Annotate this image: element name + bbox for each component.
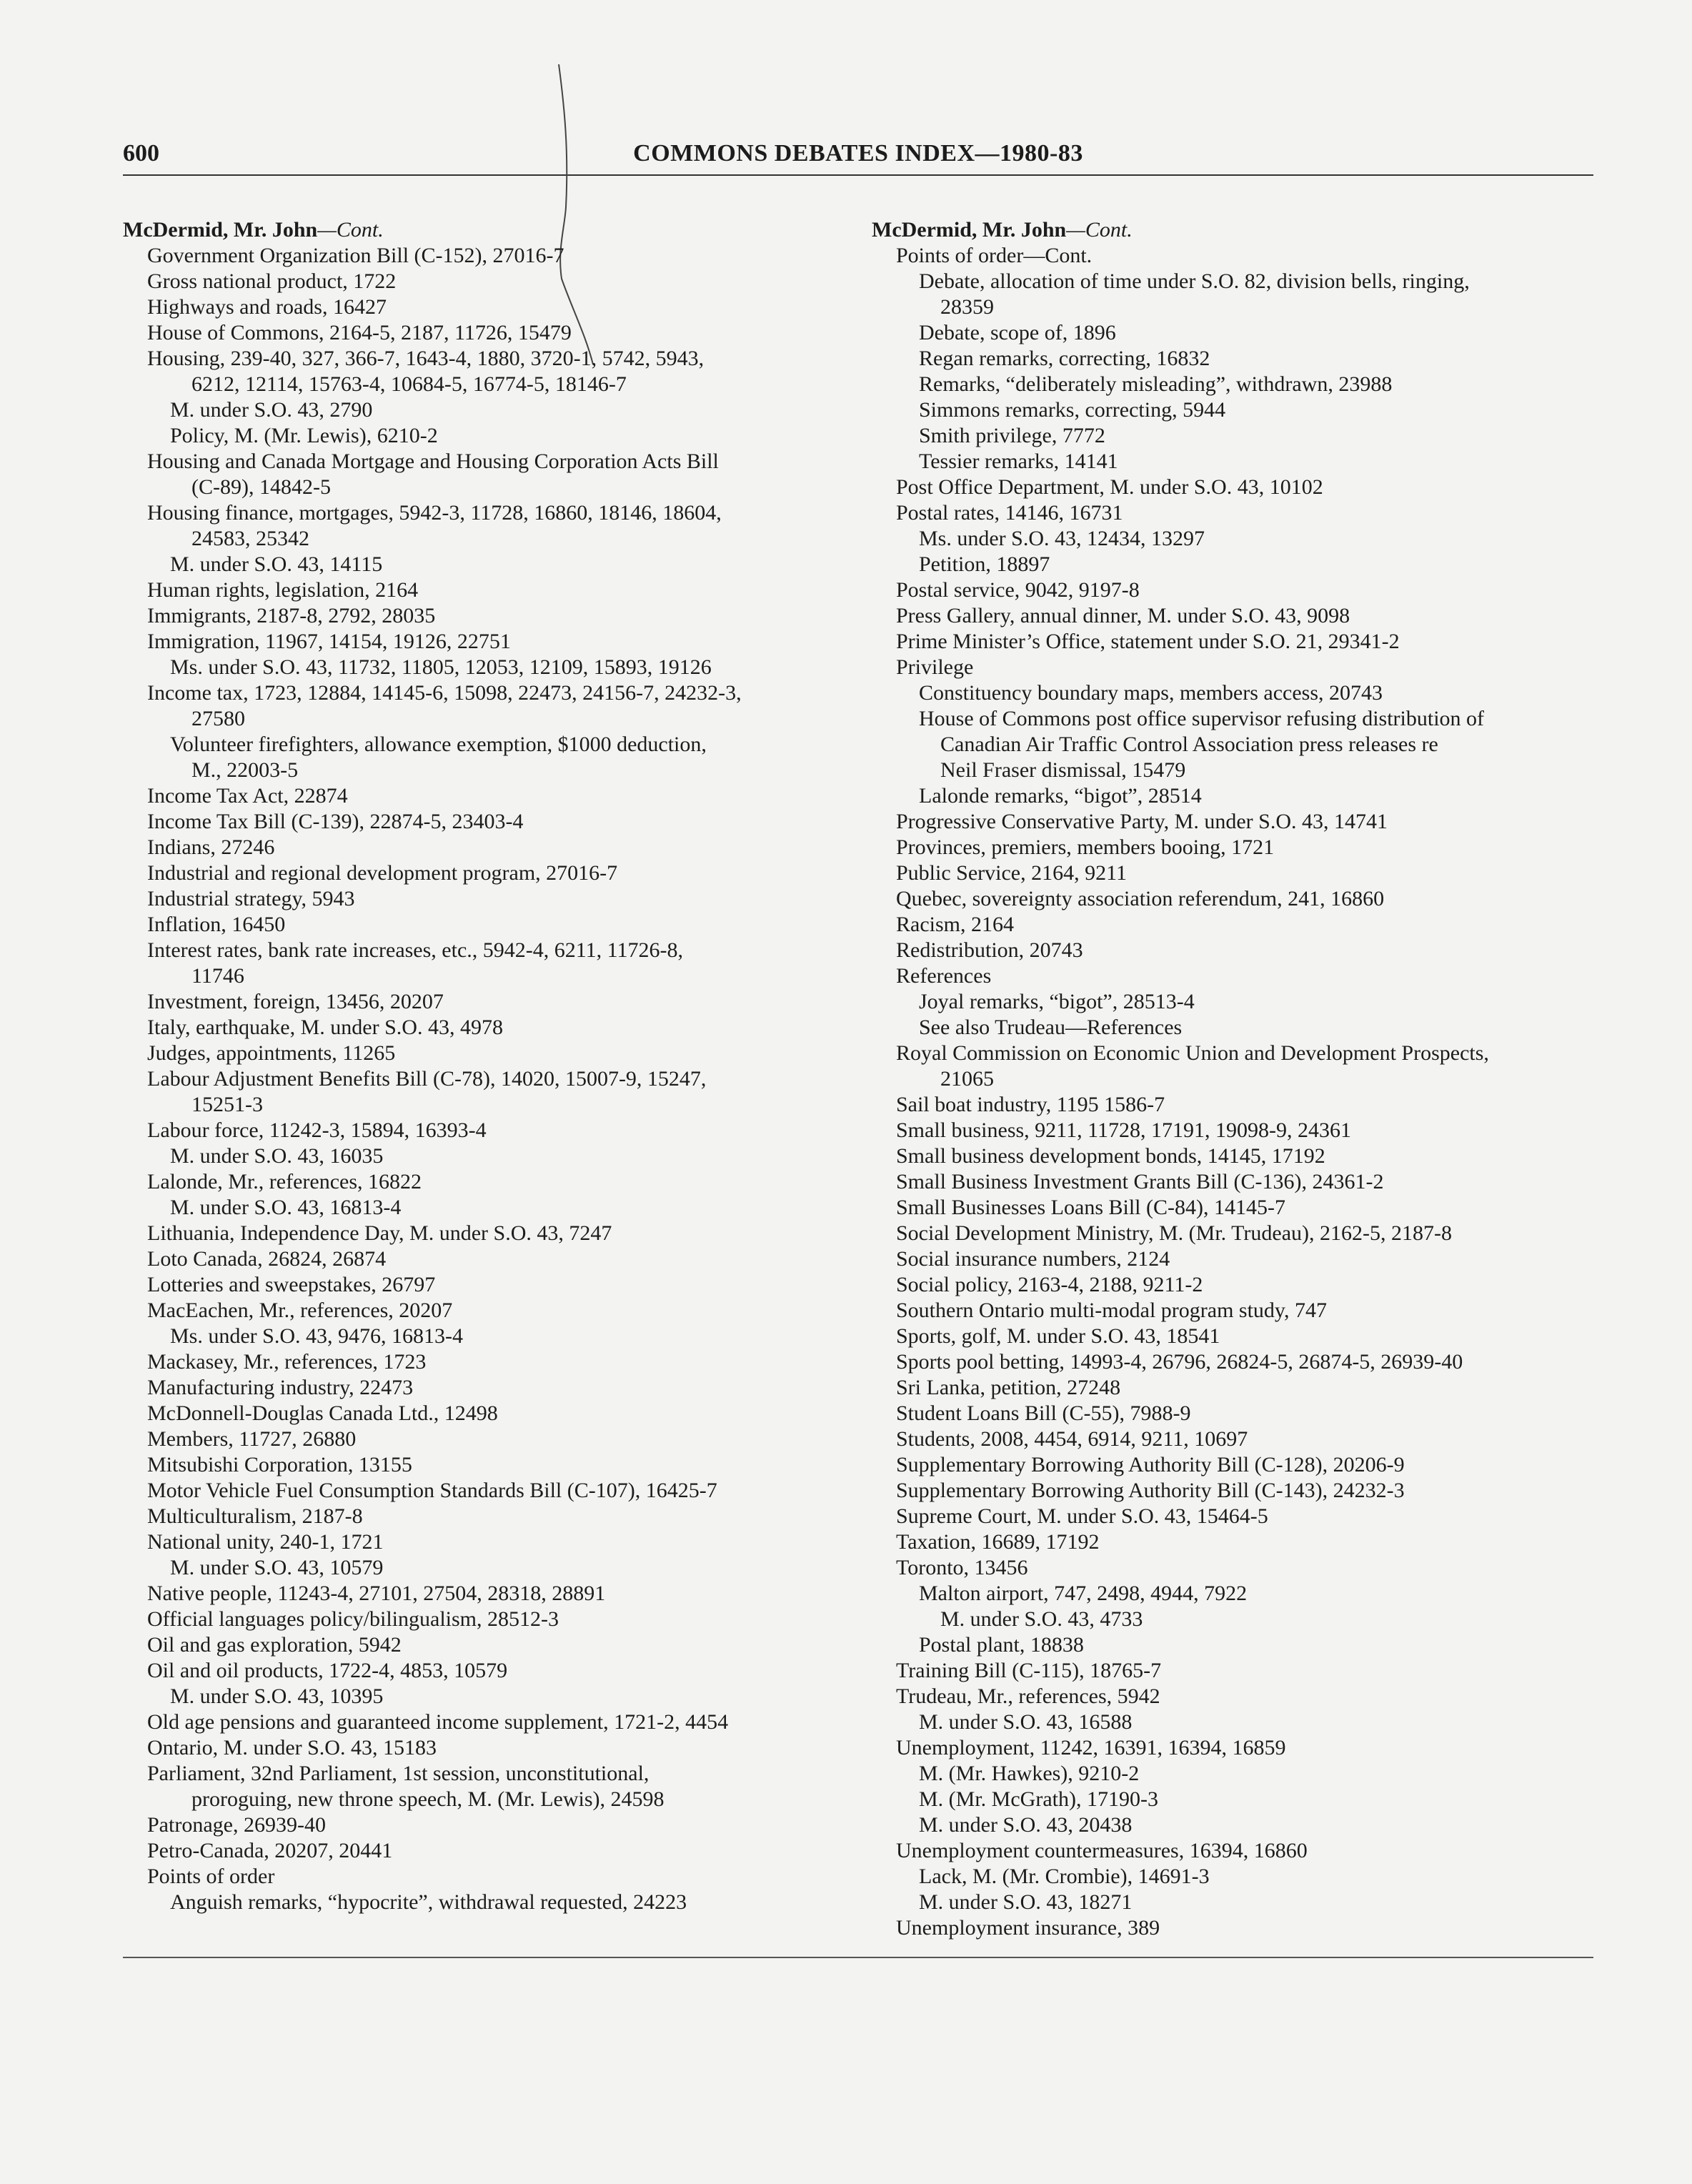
index-entry: Post Office Department, M. under S.O. 43, 10102 [896,475,1323,499]
index-entry: Interest rates, bank rate increases, etc., 5942-4, 6211, 11726-8, [147,938,684,962]
index-entry: Privilege [896,655,974,679]
index-entry: References [896,964,992,988]
index-entry: Income Tax Bill (C-139), 22874-5, 23403-4 [147,810,524,833]
index-entry: Points of order [147,1865,275,1888]
index-entry: Remarks, “deliberately misleading”, withdrawn, 23988 [919,372,1393,396]
heading-name: McDermid, Mr. John [123,218,318,242]
index-entry: Racism, 2164 [896,913,1014,936]
index-entry: Immigration, 11967, 14154, 19126, 22751 [147,630,511,653]
index-entry: Anguish remarks, “hypocrite”, withdrawal requested, 24223 [170,1890,687,1914]
index-entry: proroguing, new throne speech, M. (Mr. Lewis), 24598 [191,1787,665,1811]
index-entry: MacEachen, Mr., references, 20207 [147,1299,453,1322]
index-entry: Multiculturalism, 2187-8 [147,1504,363,1528]
index-entry: Postal plant, 18838 [919,1633,1084,1657]
index-entry: Debate, allocation of time under S.O. 82, division bells, ringing, [919,269,1470,293]
index-entry: Immigrants, 2187-8, 2792, 28035 [147,604,436,627]
index-entry: Progressive Conservative Party, M. under S.O. 43, 14741 [896,810,1388,833]
index-entry: 11746 [191,964,244,988]
page-number: 600 [123,140,159,167]
index-entry: Training Bill (C-115), 18765-7 [896,1659,1162,1682]
index-entry: M. under S.O. 43, 4733 [940,1607,1143,1631]
index-entry: Petition, 18897 [919,552,1050,576]
index-entry: Official languages policy/bilingualism, 28512-3 [147,1607,559,1631]
index-entry: Housing finance, mortgages, 5942-3, 11728, 16860, 18146, 18604, [147,501,722,525]
index-entry: Postal rates, 14146, 16731 [896,501,1123,525]
page-title: COMMONS DEBATES INDEX—1980-83 [633,140,1083,167]
index-entry: Small business, 9211, 11728, 17191, 19098-9, 24361 [896,1118,1351,1142]
index-entry: Lalonde, Mr., references, 16822 [147,1170,422,1193]
index-entry: Southern Ontario multi-modal program study, 747 [896,1299,1327,1322]
index-entry: House of Commons, 2164-5, 2187, 11726, 15479 [147,321,572,344]
index-entry: Smith privilege, 7772 [919,424,1105,447]
index-entry: Oil and gas exploration, 5942 [147,1633,402,1657]
index-entry: Trudeau, Mr., references, 5942 [896,1684,1160,1708]
index-entry: 28359 [940,295,994,319]
heading-name: McDermid, Mr. John [872,218,1067,242]
index-entry: Housing and Canada Mortgage and Housing Corporation Acts Bill [147,450,719,473]
index-entry: Quebec, sovereignty association referendum, 241, 16860 [896,887,1385,910]
index-entry: Simmons remarks, correcting, 5944 [919,398,1226,422]
index-entry: 21065 [940,1067,994,1091]
index-entry: Oil and oil products, 1722-4, 4853, 10579 [147,1659,508,1682]
index-entry: Ontario, M. under S.O. 43, 15183 [147,1736,437,1759]
index-entry: Investment, foreign, 13456, 20207 [147,990,444,1013]
left-column [123,217,837,1915]
index-entry: Sail boat industry, 1195 1586-7 [896,1093,1165,1116]
index-entry: Redistribution, 20743 [896,938,1083,962]
index-entry: M. under S.O. 43, 16035 [170,1144,384,1168]
index-entry: Students, 2008, 4454, 6914, 9211, 10697 [896,1427,1248,1451]
index-entry: Ms. under S.O. 43, 9476, 16813-4 [170,1324,463,1348]
index-entry: Taxation, 16689, 17192 [896,1530,1100,1554]
index-entry: Gross national product, 1722 [147,269,397,293]
index-entry: Sports, golf, M. under S.O. 43, 18541 [896,1324,1220,1348]
index-entry: M. under S.O. 43, 10579 [170,1556,384,1579]
index-entry: Unemployment insurance, 389 [896,1916,1160,1940]
index-entry: 27580 [191,707,245,730]
index-entry: Labour Adjustment Benefits Bill (C-78), 14020, 15007-9, 15247, [147,1067,707,1091]
index-entry: 24583, 25342 [191,527,309,550]
footer-rule [123,1957,1593,1958]
index-entry: 6212, 12114, 15763-4, 10684-5, 16774-5, 18146-7 [191,372,627,396]
index-entry: See also Trudeau—References [919,1016,1183,1039]
index-entry: Ms. under S.O. 43, 12434, 13297 [919,527,1205,550]
index-entry: Mackasey, Mr., references, 1723 [147,1350,427,1374]
index-entry: Ms. under S.O. 43, 11732, 11805, 12053, 12109, 15893, 19126 [170,655,712,679]
index-entry: Malton airport, 747, 2498, 4944, 7922 [919,1582,1248,1605]
index-entry: Inflation, 16450 [147,913,286,936]
index-entry: Social insurance numbers, 2124 [896,1247,1170,1271]
header-rule [123,174,1593,176]
index-entry: Public Service, 2164, 9211 [896,861,1128,885]
index-entry: Industrial strategy, 5943 [147,887,355,910]
index-entry: Student Loans Bill (C-55), 7988-9 [896,1401,1191,1425]
index-entry: Social policy, 2163-4, 2188, 9211-2 [896,1273,1203,1296]
index-entry: Motor Vehicle Fuel Consumption Standards Bill (C-107), 16425-7 [147,1479,717,1502]
index-entry: Canadian Air Traffic Control Association press releases re [940,733,1438,756]
index-entry: Supreme Court, M. under S.O. 43, 15464-5 [896,1504,1268,1528]
index-entry: M. under S.O. 43, 18271 [919,1890,1133,1914]
index-entry: Loto Canada, 26824, 26874 [147,1247,387,1271]
index-entry: Income Tax Act, 22874 [147,784,348,808]
index-entry: Provinces, premiers, members booing, 1721 [896,835,1275,859]
index-entry: Sports pool betting, 14993-4, 26796, 26824-5, 26874-5, 26939-40 [896,1350,1463,1374]
page-header [123,140,1593,176]
index-entry: Policy, M. (Mr. Lewis), 6210-2 [170,424,438,447]
index-entry: Joyal remarks, “bigot”, 28513-4 [919,990,1195,1013]
index-entry: Small Businesses Loans Bill (C-84), 14145-7 [896,1196,1285,1219]
index-entry: Constituency boundary maps, members access, 20743 [919,681,1383,705]
index-entry: Indians, 27246 [147,835,275,859]
index-entry: Prime Minister’s Office, statement under S.O. 21, 29341-2 [896,630,1400,653]
index-entry: Income tax, 1723, 12884, 14145-6, 15098, 22473, 24156-7, 24232-3, [147,681,742,705]
index-entry: M. under S.O. 43, 14115 [170,552,383,576]
heading-cont: —Cont. [317,218,384,242]
index-entry: Supplementary Borrowing Authority Bill (C-143), 24232-3 [896,1479,1405,1502]
index-entry: Manufacturing industry, 22473 [147,1376,414,1399]
index-entry: M. under S.O. 43, 10395 [170,1684,384,1708]
index-entry: M. under S.O. 43, 16813-4 [170,1196,402,1219]
index-entry: Postal service, 9042, 9197-8 [896,578,1140,602]
left-column-heading [123,217,837,243]
index-entry: M. under S.O. 43, 2790 [170,398,373,422]
index-entry: Members, 11727, 26880 [147,1427,357,1451]
index-entry: National unity, 240-1, 1721 [147,1530,384,1554]
index-entry: Unemployment countermeasures, 16394, 16860 [896,1839,1308,1862]
index-entry: House of Commons post office supervisor refusing distribution of [919,707,1485,730]
index-entry: Toronto, 13456 [896,1556,1028,1579]
index-entry: Sri Lanka, petition, 27248 [896,1376,1121,1399]
index-entry: Small business development bonds, 14145, 17192 [896,1144,1325,1168]
index-entry: Volunteer firefighters, allowance exemption, $1000 deduction, [170,733,707,756]
index-entry: Highways and roads, 16427 [147,295,387,319]
index-entry: Native people, 11243-4, 27101, 27504, 28318, 28891 [147,1582,606,1605]
index-entry: M. (Mr. McGrath), 17190-3 [919,1787,1158,1811]
index-entry: M. (Mr. Hawkes), 9210-2 [919,1762,1140,1785]
index-entry: Small Business Investment Grants Bill (C-136), 24361-2 [896,1170,1384,1193]
index-entry: Industrial and regional development program, 27016-7 [147,861,618,885]
heading-cont: —Cont. [1066,218,1133,242]
index-entry: Patronage, 26939-40 [147,1813,326,1837]
index-entry: Points of order—Cont. [896,244,1093,267]
index-entry: Debate, scope of, 1896 [919,321,1116,344]
index-entry: Italy, earthquake, M. under S.O. 43, 4978 [147,1016,503,1039]
index-entry: 15251-3 [191,1093,263,1116]
index-entry: Labour force, 11242-3, 15894, 16393-4 [147,1118,487,1142]
index-entry: Regan remarks, correcting, 16832 [919,347,1210,370]
index-entry: Old age pensions and guaranteed income supplement, 1721-2, 4454 [147,1710,729,1734]
index-entry: Government Organization Bill (C-152), 27016-7 [147,244,564,267]
index-entry: Lithuania, Independence Day, M. under S.O. 43, 7247 [147,1221,612,1245]
index-entry: Lack, M. (Mr. Crombie), 14691-3 [919,1865,1210,1888]
index-entry: McDonnell-Douglas Canada Ltd., 12498 [147,1401,498,1425]
index-entry: Press Gallery, annual dinner, M. under S.O. 43, 9098 [896,604,1350,627]
index-entry: Human rights, legislation, 2164 [147,578,419,602]
index-entry: Supplementary Borrowing Authority Bill (C-128), 20206-9 [896,1453,1405,1476]
right-column [872,217,1608,1941]
index-entry: M. under S.O. 43, 20438 [919,1813,1133,1837]
index-entry: Neil Fraser dismissal, 15479 [940,758,1186,782]
index-entry: Judges, appointments, 11265 [147,1041,396,1065]
index-entry: Social Development Ministry, M. (Mr. Trudeau), 2162-5, 2187-8 [896,1221,1452,1245]
index-entry: M. under S.O. 43, 16588 [919,1710,1133,1734]
right-column-heading [872,217,1608,243]
index-entry: Lalonde remarks, “bigot”, 28514 [919,784,1202,808]
index-entry: Tessier remarks, 14141 [919,450,1118,473]
index-entry: Lotteries and sweepstakes, 26797 [147,1273,436,1296]
index-entry: Mitsubishi Corporation, 13155 [147,1453,412,1476]
index-entry: Royal Commission on Economic Union and Development Prospects, [896,1041,1489,1065]
index-entry: Petro-Canada, 20207, 20441 [147,1839,393,1862]
index-entry: M., 22003-5 [191,758,299,782]
index-entry: (C-89), 14842-5 [191,475,331,499]
index-entry: Parliament, 32nd Parliament, 1st session, unconstitutional, [147,1762,650,1785]
index-entry: Unemployment, 11242, 16391, 16394, 16859 [896,1736,1286,1759]
index-entry: Housing, 239-40, 327, 366-7, 1643-4, 1880, 3720-1, 5742, 5943, [147,347,705,370]
